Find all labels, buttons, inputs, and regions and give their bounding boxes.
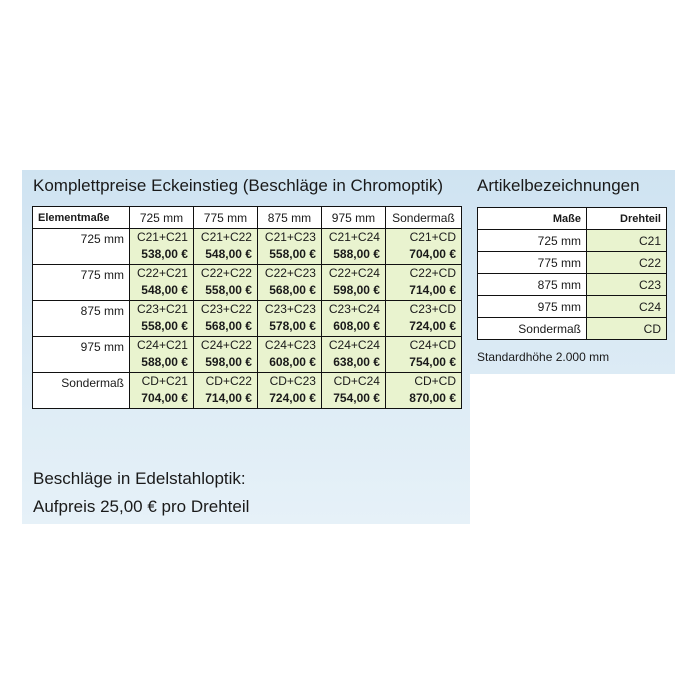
article-part: C21 — [587, 230, 667, 252]
price-row — [33, 229, 462, 265]
standard-height-note: Standardhöhe 2.000 mm — [477, 350, 610, 364]
combination-code: C22+C23 — [264, 266, 316, 280]
row-label: Sondermaß — [33, 373, 130, 409]
price-cell — [385, 265, 461, 301]
price-cell — [321, 301, 385, 337]
combination-price: 558,00 € — [269, 247, 316, 261]
combination-code: C24+C23 — [264, 338, 316, 352]
article-row — [478, 274, 667, 296]
article-part: C23 — [587, 274, 667, 296]
combination-price: 568,00 € — [205, 319, 252, 333]
price-cell — [130, 229, 194, 265]
article-table-header-row — [478, 208, 667, 230]
combination-price: 608,00 € — [269, 355, 316, 369]
price-row — [33, 337, 462, 373]
combination-price: 538,00 € — [141, 247, 188, 261]
article-row — [478, 230, 667, 252]
combination-code: CD+C23 — [269, 374, 316, 388]
stainless-surcharge: Aufpreis 25,00 € pro Drehteil — [33, 497, 250, 516]
article-size: 875 mm — [478, 274, 587, 296]
combination-code: C23+CD — [409, 302, 456, 316]
combination-price: 588,00 € — [333, 247, 380, 261]
stainless-heading: Beschläge in Edelstahloptik: — [33, 469, 246, 488]
price-cell — [130, 265, 194, 301]
price-cell — [193, 337, 257, 373]
article-part: C24 — [587, 296, 667, 318]
combination-code: CD+C24 — [333, 374, 380, 388]
article-panel-title: Artikelbezeichnungen — [477, 176, 640, 195]
combination-code: C23+C21 — [136, 302, 188, 316]
price-cell — [385, 373, 461, 409]
combination-code: C23+C23 — [264, 302, 316, 316]
price-cell — [321, 229, 385, 265]
header-column-725: 725 mm — [130, 207, 194, 229]
combination-code: C22+C21 — [136, 266, 188, 280]
combination-code: C21+C23 — [264, 230, 316, 244]
price-cell — [257, 301, 321, 337]
combination-price: 568,00 € — [269, 283, 316, 297]
combination-code: CD+CD — [414, 374, 456, 388]
article-row — [478, 318, 667, 340]
article-size: 975 mm — [478, 296, 587, 318]
price-table-header-row — [33, 207, 462, 229]
combination-code: C21+CD — [409, 230, 456, 244]
combination-price: 588,00 € — [141, 355, 188, 369]
article-row — [478, 252, 667, 274]
price-cell — [257, 229, 321, 265]
combination-code: C21+C21 — [136, 230, 188, 244]
price-panel-title: Komplettpreise Eckeinstieg (Beschläge in Chromoptik) — [33, 176, 444, 195]
header-rotating-part: Drehteil — [587, 208, 667, 230]
combination-price: 754,00 € — [333, 391, 380, 405]
combination-price: 754,00 € — [409, 355, 456, 369]
combination-price: 724,00 € — [409, 319, 456, 333]
price-cell — [385, 229, 461, 265]
price-cell — [193, 301, 257, 337]
combination-code: C22+CD — [409, 266, 456, 280]
price-cell — [130, 337, 194, 373]
price-table — [32, 206, 462, 409]
price-cell — [130, 301, 194, 337]
article-size: 725 mm — [478, 230, 587, 252]
combination-price: 704,00 € — [141, 391, 188, 405]
combination-price: 704,00 € — [409, 247, 456, 261]
row-label: 975 mm — [33, 337, 130, 373]
price-cell — [193, 229, 257, 265]
header-column-875: 875 mm — [257, 207, 321, 229]
header-column-975: 975 mm — [321, 207, 385, 229]
combination-code: C24+CD — [409, 338, 456, 352]
article-part: CD — [587, 318, 667, 340]
combination-price: 598,00 € — [333, 283, 380, 297]
price-cell — [257, 265, 321, 301]
combination-code: C22+C24 — [328, 266, 380, 280]
combination-code: C24+C24 — [328, 338, 380, 352]
price-row — [33, 265, 462, 301]
price-cell — [257, 373, 321, 409]
price-cell — [257, 337, 321, 373]
article-part: C22 — [587, 252, 667, 274]
combination-code: C23+C24 — [328, 302, 380, 316]
combination-price: 638,00 € — [333, 355, 380, 369]
price-cell — [193, 373, 257, 409]
combination-code: CD+C21 — [141, 374, 188, 388]
row-label: 725 mm — [33, 229, 130, 265]
combination-code: C23+C22 — [200, 302, 252, 316]
combination-price: 598,00 € — [205, 355, 252, 369]
price-cell — [193, 265, 257, 301]
combination-code: C21+C24 — [328, 230, 380, 244]
combination-price: 714,00 € — [205, 391, 252, 405]
price-cell — [321, 265, 385, 301]
header-sizes: Maße — [478, 208, 587, 230]
combination-price: 558,00 € — [141, 319, 188, 333]
combination-price: 724,00 € — [269, 391, 316, 405]
combination-code: C24+C21 — [136, 338, 188, 352]
combination-price: 870,00 € — [409, 391, 456, 405]
row-label: 775 mm — [33, 265, 130, 301]
price-row — [33, 373, 462, 409]
article-table — [477, 207, 667, 340]
combination-code: C22+C22 — [200, 266, 252, 280]
combination-price: 558,00 € — [205, 283, 252, 297]
price-cell — [385, 337, 461, 373]
price-cell — [385, 301, 461, 337]
price-row — [33, 301, 462, 337]
header-column-custom: Sondermaß — [385, 207, 461, 229]
price-cell — [321, 337, 385, 373]
header-element-sizes: Elementmaße — [33, 207, 130, 229]
price-cell — [321, 373, 385, 409]
combination-code: CD+C22 — [205, 374, 252, 388]
combination-code: C24+C22 — [200, 338, 252, 352]
combination-price: 548,00 € — [141, 283, 188, 297]
combination-price: 578,00 € — [269, 319, 316, 333]
combination-code: C21+C22 — [200, 230, 252, 244]
header-column-775: 775 mm — [193, 207, 257, 229]
article-row — [478, 296, 667, 318]
price-cell — [130, 373, 194, 409]
article-size: 775 mm — [478, 252, 587, 274]
combination-price: 548,00 € — [205, 247, 252, 261]
article-size: Sondermaß — [478, 318, 587, 340]
combination-price: 714,00 € — [409, 283, 456, 297]
row-label: 875 mm — [33, 301, 130, 337]
combination-price: 608,00 € — [333, 319, 380, 333]
